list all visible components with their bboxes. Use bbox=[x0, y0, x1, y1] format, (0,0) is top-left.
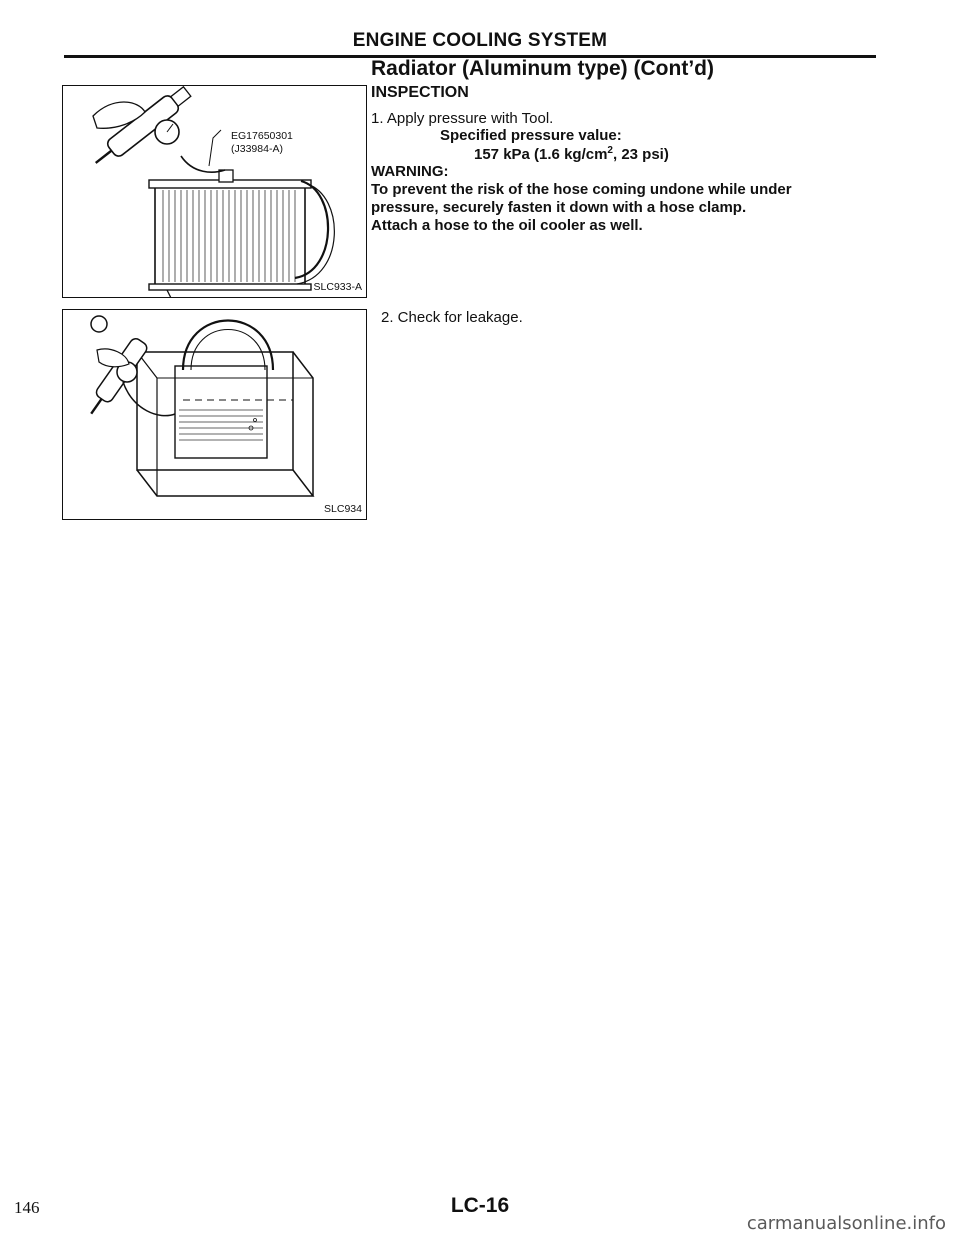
warning-line-2: pressure, securely fasten it down with a hose clamp. bbox=[371, 199, 747, 216]
leak-check-illustration bbox=[63, 310, 366, 519]
section-title: Radiator (Aluminum type) (Cont’d) bbox=[371, 57, 714, 80]
spec-label: Specified pressure value: bbox=[440, 127, 622, 144]
step-1-text: 1. Apply pressure with Tool. bbox=[371, 110, 554, 127]
spec-value-rest: , 23 psi) bbox=[612, 146, 669, 163]
figure-2-code: SLC934 bbox=[324, 503, 362, 515]
tool-number: EG17650301 bbox=[231, 130, 293, 142]
warning-line-3: Attach a hose to the oil cooler as well. bbox=[371, 217, 643, 234]
tool-label bbox=[231, 130, 293, 156]
header-title: ENGINE COOLING SYSTEM bbox=[352, 30, 608, 51]
spec-value-main: 157 kPa (1.6 kg/cm bbox=[474, 146, 608, 163]
page-number: 146 bbox=[14, 1198, 40, 1217]
figure-leak-check-tank bbox=[62, 309, 367, 520]
spec-value bbox=[474, 145, 669, 163]
figure-radiator-pressure-test bbox=[62, 85, 367, 298]
page-code: LC-16 bbox=[450, 1194, 510, 1217]
figure-1-code: SLC933-A bbox=[313, 281, 362, 293]
warning-label: WARNING: bbox=[371, 163, 449, 180]
tool-reference: (J33984-A) bbox=[231, 143, 283, 155]
step-2-text: 2. Check for leakage. bbox=[381, 309, 523, 326]
radiator-pressure-illustration bbox=[63, 86, 366, 297]
warning-line-1: To prevent the risk of the hose coming undone while under bbox=[371, 181, 792, 198]
watermark: carmanualsonline.info bbox=[746, 1213, 946, 1234]
spec-value-superscript: 2 bbox=[607, 145, 613, 156]
inspection-subhead: INSPECTION bbox=[371, 84, 469, 101]
